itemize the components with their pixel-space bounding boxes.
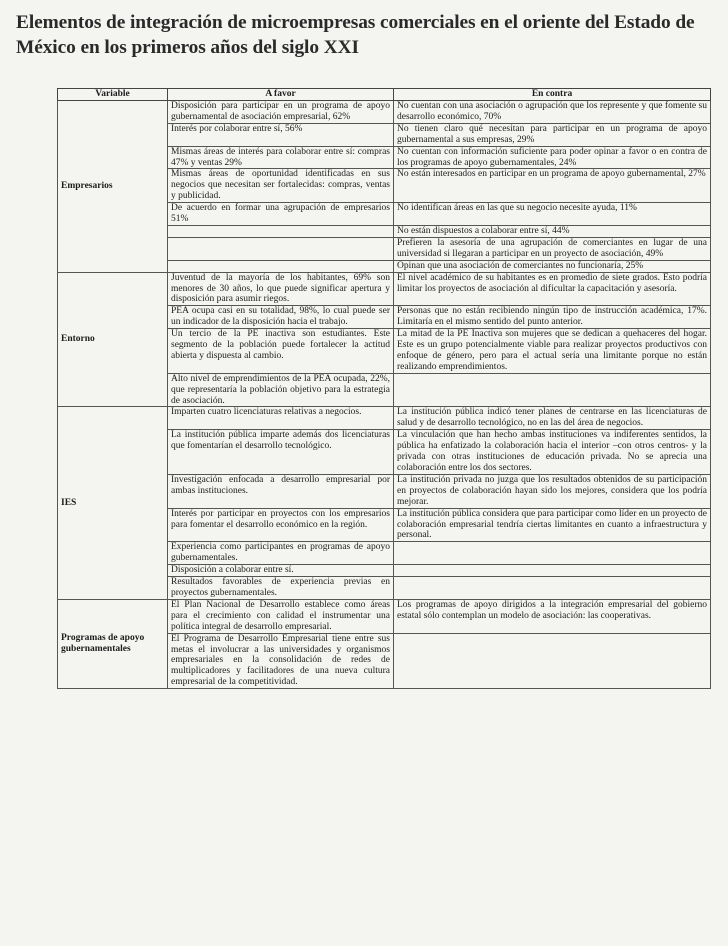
- favor-cell: El Programa de Desarrollo Empresarial tiene entre sus metas el involucrar a las universidades y organismos empresariales en la consolidación de redes de multiplicadores y facilitadores de una nueva cultura empresarial de la competitividad.: [168, 633, 394, 689]
- table-row: [58, 407, 711, 430]
- header-variable: Variable: [58, 89, 168, 101]
- contra-cell: La vinculación que han hecho ambas instituciones va indiferentes sentidos, la pública ha enfatizado la colaboración hacia el interior –con otros centros- y la privada con otras instituciones de educación privada. No se aprecia una colaboración entre los dos sectores.: [394, 430, 711, 475]
- favor-cell: Mismas áreas de oportunidad identificadas en sus negocios que necesitan ser fortalecidas: compras, ventas y publicidad.: [168, 169, 394, 203]
- contra-cell: Prefieren la asesoría de una agrupación de comerciantes en lugar de una universidad si llegaran a participar en un proyecto de asociación, 49%: [394, 237, 711, 260]
- favor-cell: Investigación enfocada a desarrollo empresarial por ambas instituciones.: [168, 474, 394, 508]
- favor-cell: Imparten cuatro licenciaturas relativas a negocios.: [168, 407, 394, 430]
- favor-cell: Un tercio de la PE inactiva son estudiantes. Este segmento de la población puede fortalecer la actitud abierta y dispuesta al cambio.: [168, 329, 394, 374]
- favor-cell: De acuerdo en formar una agrupación de empresarios 51%: [168, 203, 394, 226]
- header-contra: En contra: [394, 89, 711, 101]
- favor-cell: Interés por participar en proyectos con los empresarios para fomentar el desarrollo económico en la región.: [168, 508, 394, 542]
- variable-cell: Programas de apoyo gubernamentales: [58, 599, 168, 688]
- contra-cell: No están dispuestos a colaborar entre sí, 44%: [394, 225, 711, 237]
- table-row: [58, 599, 711, 633]
- table-row: [58, 101, 711, 124]
- table-header-row: [58, 89, 711, 101]
- variable-cell: Entorno: [58, 272, 168, 407]
- contra-cell: Los programas de apoyo dirigidos a la integración empresarial del gobierno estatal sólo contemplan un modelo de asociación: las cooperativas.: [394, 599, 711, 633]
- contra-cell: Personas que no están recibiendo ningún tipo de instrucción académica, 17%. Limitaría en el mismo sentido del punto anterior.: [394, 306, 711, 329]
- contra-cell: La institución pública considera que para participar como líder en un proyecto de colaboración empresarial tendría ciertas limitantes en cuanto a infraestructura y personal.: [394, 508, 711, 542]
- variable-cell: IES: [58, 407, 168, 599]
- contra-cell: [394, 633, 711, 689]
- contra-cell: [394, 542, 711, 565]
- contra-cell: No tienen claro qué necesitan para participar en un programa de apoyo gubernamental a sus empresas, 29%: [394, 123, 711, 146]
- favor-cell: Disposición para participar en un programa de apoyo gubernamental de asociación empresarial, 62%: [168, 101, 394, 124]
- favor-cell: Resultados favorables de experiencia previas en proyectos gubernamentales.: [168, 577, 394, 600]
- integration-elements-table: [57, 88, 711, 689]
- contra-cell: La institución privada no juzga que los resultados obtenidos de su participación en proyectos de colaboración hayan sido los mejores, considera que los podría mejorar.: [394, 474, 711, 508]
- contra-cell: No cuentan con información suficiente para poder opinar a favor o en contra de los programas de apoyo gubernamentales, 24%: [394, 146, 711, 169]
- favor-cell: Disposición a colaborar entre sí.: [168, 565, 394, 577]
- favor-cell: PEA ocupa casi en su totalidad, 98%, lo cual puede ser un indicador de la disposición hacia el trabajo.: [168, 306, 394, 329]
- favor-cell: Alto nivel de emprendimientos de la PEA ocupada, 22%, que representaría la población objetivo para la estrategia de asociación.: [168, 373, 394, 407]
- contra-cell: Opinan que una asociación de comerciantes no funcionaría, 25%: [394, 260, 711, 272]
- favor-cell: [168, 237, 394, 260]
- contra-cell: La mitad de la PE Inactiva son mujeres que se dedican a quehaceres del hogar. Este es un grupo potencialmente viable para realizar proyectos productivos con enfoque de género, pero para el actual sería una limitante porque no están realizando emprendimientos.: [394, 329, 711, 374]
- contra-cell: [394, 577, 711, 600]
- contra-cell: El nivel académico de su habitantes es en promedio de siete grados. Esto podría limitar los proyectos de asociación al dificultar la capacitación y asesoría.: [394, 272, 711, 306]
- favor-cell: [168, 260, 394, 272]
- table-row: [58, 272, 711, 306]
- favor-cell: Juventud de la mayoría de los habitantes, 69% son menores de 30 años, lo que puede significar apertura y disposición para asumir riegos.: [168, 272, 394, 306]
- favor-cell: El Plan Nacional de Desarrollo establece como áreas para el crecimiento con calidad el instrumentar una política integral de desarrollo empresarial.: [168, 599, 394, 633]
- favor-cell: [168, 225, 394, 237]
- favor-cell: Experiencia como participantes en programas de apoyo gubernamentales.: [168, 542, 394, 565]
- page-title: Elementos de integración de microempresas comerciales en el oriente del Estado de México en los primeros años del siglo XXI: [16, 12, 695, 58]
- contra-cell: No están interesados en participar en un programa de apoyo gubernamental, 27%: [394, 169, 711, 203]
- variable-cell: Empresarios: [58, 101, 168, 273]
- header-favor: A favor: [168, 89, 394, 101]
- contra-cell: No identifican áreas en las que su negocio necesite ayuda, 11%: [394, 203, 711, 226]
- favor-cell: La institución pública imparte además dos licenciaturas que fomentarían el desarrollo tecnológico.: [168, 430, 394, 475]
- favor-cell: Mismas áreas de interés para colaborar entre sí: compras 47% y ventas 29%: [168, 146, 394, 169]
- favor-cell: Interés por colaborar entre sí, 56%: [168, 123, 394, 146]
- contra-cell: [394, 565, 711, 577]
- contra-cell: No cuentan con una asociación o agrupación que los represente y que fomente su desarrollo económico, 70%: [394, 101, 711, 124]
- contra-cell: [394, 373, 711, 407]
- contra-cell: La institución pública indicó tener planes de centrarse en las licenciaturas de salud y de desarrollo tecnológico, no en las del área de negocios.: [394, 407, 711, 430]
